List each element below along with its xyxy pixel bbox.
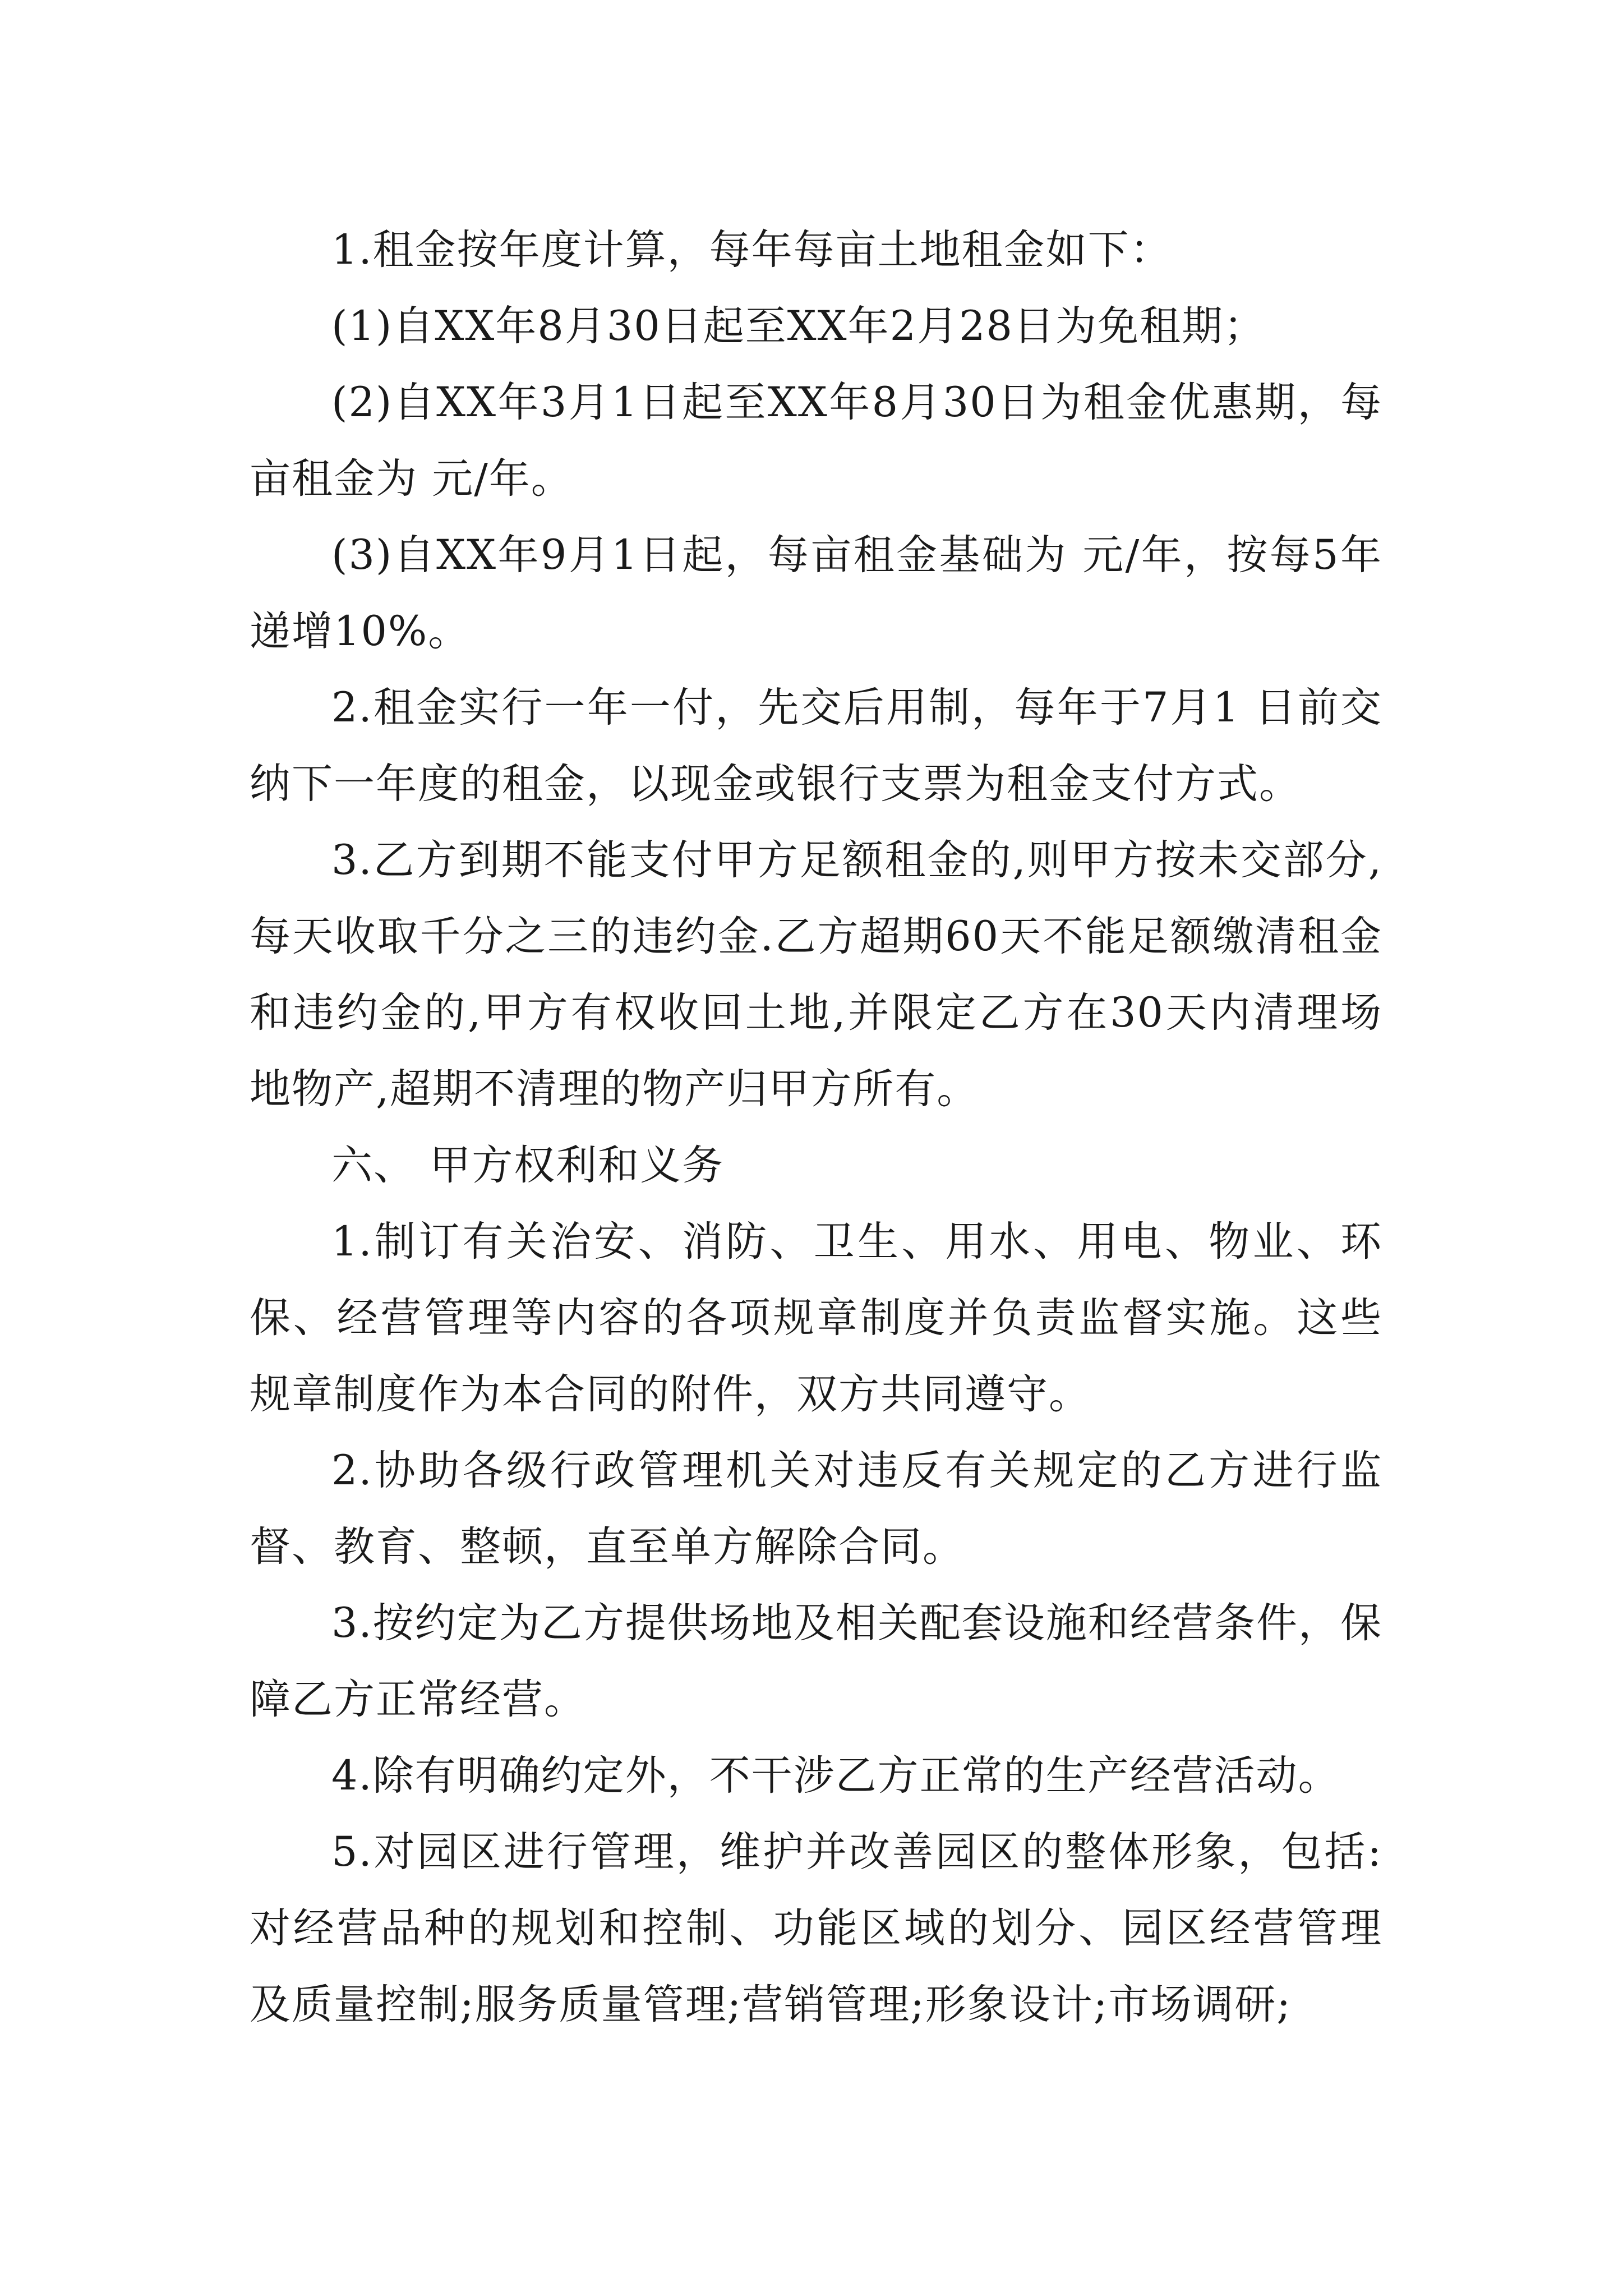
section-heading-six: 六、 甲方权利和义务 bbox=[331, 1142, 725, 1189]
rent-clause-3: 3.乙方到期不能支付甲方足额租金的,则甲方按未交部分,每天收取千分之三的违约金.乙方超期60天不能足额缴清租金和违约金的,甲方有权收回土地,并限定乙方在30天内清理场地物产,超期不清理的物产归甲方所有。 bbox=[250, 836, 1382, 1113]
rent-discount-period: (2)自XX年3月1日起至XX年8月30日为租金优惠期，每亩租金为 元/年。 bbox=[250, 379, 1382, 503]
party-a-duty-4: 4.除有明确约定外，不干涉乙方正常的生产经营活动。 bbox=[331, 1752, 1340, 1800]
rent-base-period: (3)自XX年9月1日起，每亩租金基础为 元/年，按每5年递增10%。 bbox=[250, 531, 1382, 655]
rent-clause-1: 1.租金按年度计算，每年每亩土地租金如下： bbox=[331, 226, 1172, 274]
document-page bbox=[250, 212, 1382, 2043]
party-a-duty-1: 1.制订有关治安、消防、卫生、用水、用电、物业、环保、经营管理等内容的各项规章制度并负责监督实施。这些规章制度作为本合同的附件，双方共同遵守。 bbox=[250, 1218, 1382, 1418]
party-a-duty-5: 5.对园区进行管理，维护并改善园区的整体形象，包括:对经营品种的规划和控制、功能区域的划分、园区经营管理及质量控制;服务质量管理;营销管理;形象设计;市场调研; bbox=[250, 1828, 1382, 2028]
rent-free-period: (1)自XX年8月30日起至XX年2月28日为免租期； bbox=[331, 302, 1266, 350]
rent-clause-2: 2.租金实行一年一付，先交后用制，每年于7月1 日前交纳下一年度的租金，以现金或银行支票为租金支付方式。 bbox=[250, 684, 1382, 808]
party-a-duty-3: 3.按约定为乙方提供场地及相关配套设施和经营条件，保障乙方正常经营。 bbox=[250, 1599, 1382, 1723]
party-a-duty-2: 2.协助各级行政管理机关对违反有关规定的乙方进行监督、教育、整顿，直至单方解除合同。 bbox=[250, 1447, 1382, 1571]
